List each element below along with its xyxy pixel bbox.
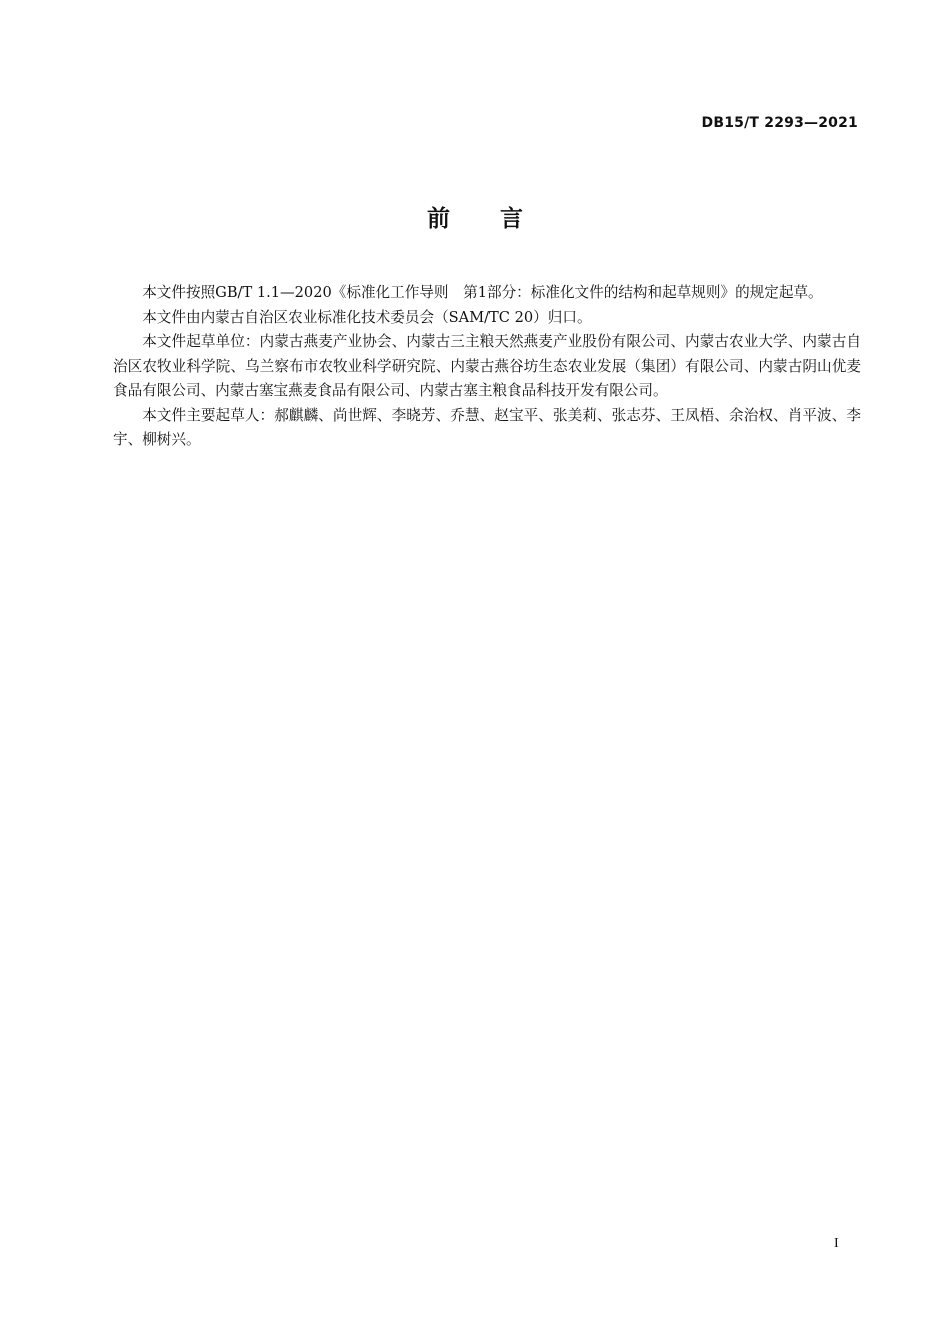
paragraph-committee: 本文件由内蒙古自治区农业标准化技术委员会（SAM/TC 20）归口。 — [142, 308, 592, 326]
page-number: I — [834, 1236, 839, 1251]
paragraph-drafters: 本文件主要起草人：郝麒麟、尚世辉、李晓芳、乔慧、赵宝平、张美莉、张志芬、王凤梧、余治权、肖平波、李宇、柳树兴。 — [113, 406, 861, 448]
paragraph-drafting-units: 本文件起草单位：内蒙古燕麦产业协会、内蒙古三主粮天然燕麦产业股份有限公司、内蒙古农业大学、内蒙古自治区农牧业科学院、乌兰察布市农牧业科学研究院、内蒙古燕谷坊生态农业发展（集团）有限公司、内蒙古阴山优麦食品有限公司、内蒙古塞宝燕麦食品有限公司、内蒙古塞主粮食品科技开发有限公司。 — [113, 333, 861, 399]
document-code: DB15/T 2293—2021 — [701, 115, 858, 131]
foreword-body — [113, 281, 861, 453]
paragraph-drafting-rules: 本文件按照GB/T 1.1—2020《标准化工作导则 第1部分：标准化文件的结构和起草规则》的规定起草。 — [142, 284, 823, 301]
page-title: 前言 — [427, 206, 573, 232]
